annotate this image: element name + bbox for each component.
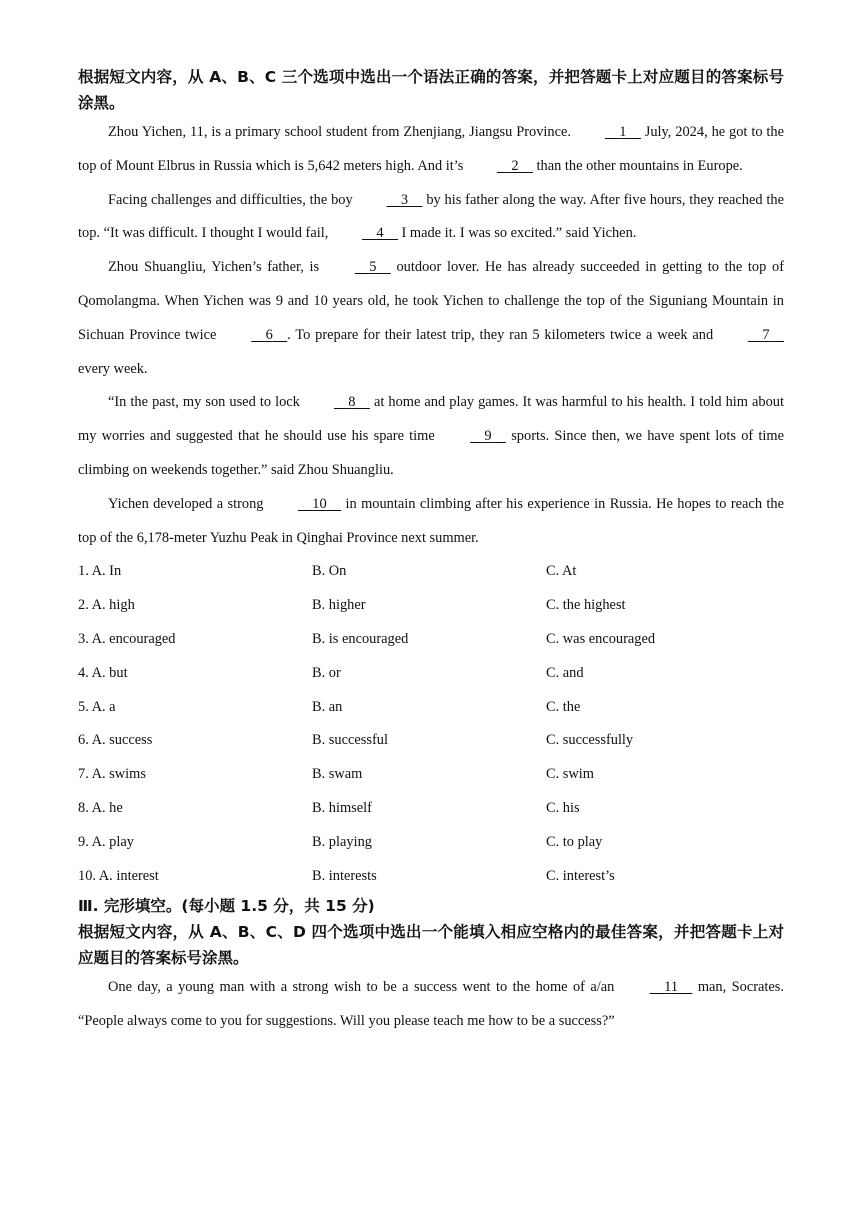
answer-blank: 3 <box>400 191 409 208</box>
paragraph-text: sports. Since then, we have spent lots of time climbing on weekends together.” said Zhou Shuangliu. <box>78 428 784 478</box>
option-a: 8. A. he <box>78 799 123 816</box>
paragraph-text: every week. <box>78 360 148 377</box>
option-c: C. the <box>546 698 581 715</box>
option-a: 7. A. swims <box>78 766 146 783</box>
answer-blank: 9 <box>484 428 492 445</box>
paragraph-text: Zhou Shuangliu, Yichen’s father, is <box>108 259 325 276</box>
option-c: C. his <box>546 799 580 816</box>
option-row <box>78 555 784 589</box>
answer-blank: 6 <box>265 326 273 343</box>
option-a: 2. A. high <box>78 597 135 614</box>
option-a: 10. A. interest <box>78 867 159 884</box>
paragraph-text: outdoor lover. He has already succeeded in getting to the top of Qomolangma. When Yichen was 9 and 10 years old, he took Yichen to challenge the top of the Siguniang Mountain in Sichuan Province twice <box>78 259 784 343</box>
paragraph-text: Facing challenges and difficulties, the boy <box>108 191 357 208</box>
option-c: C. was encouraged <box>546 630 656 647</box>
option-b: B. himself <box>312 799 372 816</box>
option-a: 5. A. a <box>78 698 116 715</box>
option-c: C. At <box>546 563 577 580</box>
option-row <box>78 860 784 894</box>
option-c: C. interest’s <box>546 867 615 884</box>
option-c: C. to play <box>546 833 603 850</box>
paragraph-text: in mountain climbing after his experience in Russia. He hopes to reach the top of the 6,178-meter Yuzhu Peak in Qinghai Province next summer. <box>78 495 784 546</box>
option-row <box>78 623 784 657</box>
paragraph-text: I made it. I was so excited.” said Yichen. <box>397 225 637 242</box>
option-b: B. On <box>312 563 347 580</box>
option-a: 1. A. In <box>78 563 122 580</box>
passage-paragraph <box>78 386 784 487</box>
option-a: 9. A. play <box>78 833 134 850</box>
answer-blank: 11 <box>664 979 679 996</box>
option-c: C. successfully <box>546 732 634 749</box>
answer-blank: 5 <box>369 259 377 276</box>
paragraph-text: man, Socrates. “People always come to you for suggestions. Will you please teach me how to be a success?” <box>78 979 784 1030</box>
passage-paragraph <box>78 971 784 1039</box>
paragraph-text: July, 2024, he got to the top of Mount Elbrus in Russia which is 5,642 meters high. And it’s <box>78 124 784 174</box>
option-row <box>78 826 784 860</box>
option-row <box>78 792 784 826</box>
option-a: 3. A. encouraged <box>78 630 176 647</box>
option-b: B. swam <box>312 766 363 783</box>
options-list <box>78 555 784 893</box>
paragraph-text: “In the past, my son used to lock <box>108 394 304 411</box>
section-heading: Ⅲ. 完形填空。(每小题 1.5 分，共 15 分) <box>78 897 375 916</box>
option-c: C. the highest <box>546 597 626 614</box>
passage-paragraph <box>78 116 784 184</box>
paragraph-text: One day, a young man with a strong wish to be a success went to the home of a/an <box>108 979 620 996</box>
option-c: C. and <box>546 664 584 681</box>
option-row <box>78 589 784 623</box>
paragraph-text: . To prepare for their latest trip, they ran 5 kilometers twice a week and <box>287 326 719 343</box>
option-b: B. an <box>312 698 343 715</box>
section-instruction: 根据短文内容，从 A、B、C 三个选项中选出一个语法正确的答案，并把答题卡上对应题目的答案标号涂黑。 <box>78 68 784 112</box>
option-b: B. is encouraged <box>312 630 409 647</box>
paragraph-text: at home and play games. It was harmful to his health. I told him about my worries and suggested that he should use his spare time <box>78 394 784 445</box>
passage-paragraph <box>78 251 784 386</box>
passage-paragraph <box>78 488 784 556</box>
option-row <box>78 724 784 758</box>
answer-blank: 8 <box>348 394 356 411</box>
document-page <box>78 64 784 1039</box>
paragraph-text: Zhou Yichen, 11, is a primary school student from Zhenjiang, Jiangsu Province. <box>108 124 575 140</box>
paragraph-text: by his father along the way. After five hours, they reached the top. “It was difficult. I thought I would fail, <box>78 191 784 242</box>
option-b: B. playing <box>312 833 372 850</box>
answer-blank: 10 <box>312 495 327 512</box>
option-a: 4. A. but <box>78 664 128 681</box>
paragraph-text: than the other mountains in Europe. <box>532 157 743 174</box>
answer-blank: 1 <box>619 124 627 140</box>
option-row <box>78 758 784 792</box>
answer-blank: 7 <box>762 326 770 343</box>
option-b: B. successful <box>312 732 388 749</box>
answer-blank: 4 <box>376 225 384 242</box>
option-b: B. interests <box>312 867 377 884</box>
passage-paragraph <box>78 184 784 252</box>
option-row <box>78 657 784 691</box>
option-b: B. or <box>312 664 341 681</box>
option-a: 6. A. success <box>78 732 153 749</box>
answer-blank: 2 <box>511 157 519 174</box>
option-row <box>78 691 784 725</box>
section-instruction: 根据短文内容，从 A、B、C、D 四个选项中选出一个能填入相应空格内的最佳答案，并把答题卡上对应题目的答案标号涂黑。 <box>78 923 784 968</box>
paragraph-text: Yichen developed a strong <box>108 495 268 512</box>
option-c: C. swim <box>546 766 594 783</box>
option-b: B. higher <box>312 597 366 614</box>
